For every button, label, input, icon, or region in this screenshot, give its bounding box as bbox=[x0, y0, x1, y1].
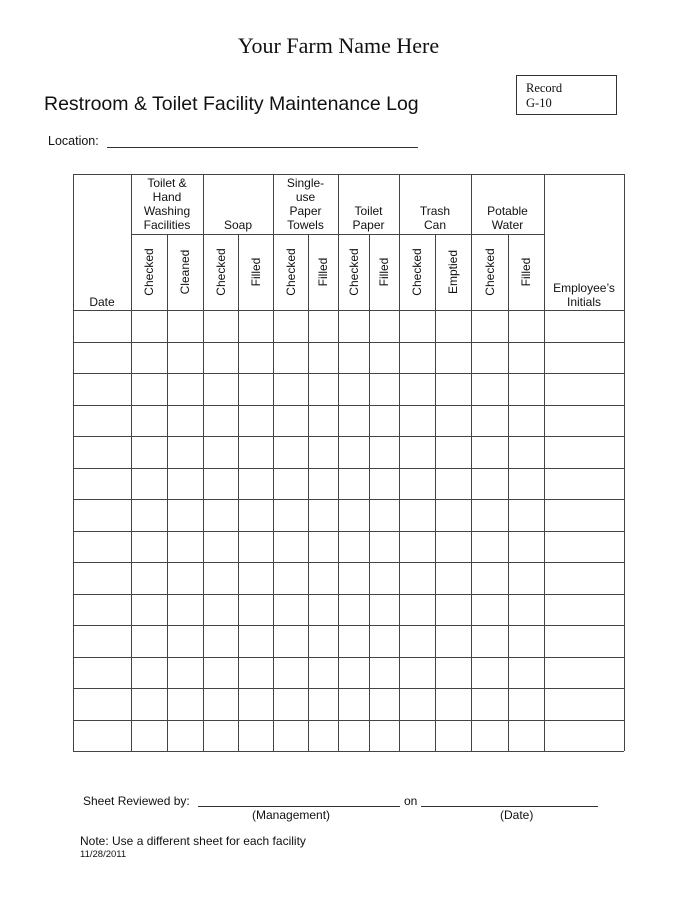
sub-header: Checked bbox=[142, 248, 156, 296]
table-cell[interactable] bbox=[168, 563, 203, 594]
table-cell[interactable] bbox=[74, 437, 131, 468]
table-cell[interactable] bbox=[370, 500, 399, 531]
table-cell[interactable] bbox=[472, 469, 508, 500]
location-label: Location: bbox=[48, 134, 99, 148]
table-cell[interactable] bbox=[339, 500, 369, 531]
table-cell[interactable] bbox=[545, 343, 624, 374]
table-cell[interactable] bbox=[239, 374, 273, 405]
table-cell[interactable] bbox=[370, 658, 399, 689]
table-cell[interactable] bbox=[545, 689, 624, 720]
table-cell[interactable] bbox=[132, 469, 167, 500]
table-cell[interactable] bbox=[239, 721, 273, 752]
sub-header: Emptied bbox=[446, 249, 460, 295]
table-cell[interactable] bbox=[274, 689, 308, 720]
table-cell[interactable] bbox=[370, 563, 399, 594]
table-cell[interactable] bbox=[132, 343, 167, 374]
table-cell[interactable] bbox=[370, 311, 399, 342]
table-cell[interactable] bbox=[400, 658, 435, 689]
table-cell[interactable] bbox=[400, 500, 435, 531]
table-cell[interactable] bbox=[472, 626, 508, 657]
table-cell[interactable] bbox=[74, 469, 131, 500]
table-cell[interactable] bbox=[400, 343, 435, 374]
table-cell[interactable] bbox=[204, 689, 238, 720]
table-cell[interactable] bbox=[168, 343, 203, 374]
group-header-line: Towels bbox=[287, 218, 324, 232]
table-cell[interactable] bbox=[509, 532, 544, 563]
table-cell[interactable] bbox=[274, 406, 308, 437]
management-signature-field[interactable] bbox=[198, 806, 400, 807]
table-cell[interactable] bbox=[204, 437, 238, 468]
table-cell[interactable] bbox=[370, 721, 399, 752]
table-cell[interactable] bbox=[132, 595, 167, 626]
table-cell[interactable] bbox=[274, 469, 308, 500]
table-cell[interactable] bbox=[545, 500, 624, 531]
sub-header: Checked bbox=[213, 248, 228, 296]
table-cell[interactable] bbox=[132, 374, 167, 405]
table-cell[interactable] bbox=[274, 532, 308, 563]
group-header-line: Toilet bbox=[354, 204, 383, 218]
table-cell[interactable] bbox=[74, 311, 131, 342]
record-label: Record bbox=[526, 81, 563, 95]
table-cell[interactable] bbox=[204, 406, 238, 437]
table-cell[interactable] bbox=[204, 343, 238, 374]
table-cell[interactable] bbox=[370, 626, 399, 657]
table-cell[interactable] bbox=[545, 721, 624, 752]
table-cell[interactable] bbox=[509, 626, 544, 657]
table-cell[interactable] bbox=[509, 343, 544, 374]
table-cell[interactable] bbox=[472, 532, 508, 563]
table-cell[interactable] bbox=[74, 563, 131, 594]
table-cell[interactable] bbox=[509, 721, 544, 752]
table-cell[interactable] bbox=[400, 469, 435, 500]
table-cell[interactable] bbox=[436, 374, 471, 405]
table-cell[interactable] bbox=[132, 689, 167, 720]
table-cell[interactable] bbox=[509, 595, 544, 626]
record-code: G-10 bbox=[526, 96, 552, 110]
table-cell[interactable] bbox=[168, 532, 203, 563]
table-cell[interactable] bbox=[168, 626, 203, 657]
table-cell[interactable] bbox=[436, 437, 471, 468]
table-cell[interactable] bbox=[545, 406, 624, 437]
table-cell[interactable] bbox=[168, 311, 203, 342]
table-cell[interactable] bbox=[545, 595, 624, 626]
table-cell[interactable] bbox=[339, 563, 369, 594]
table-cell[interactable] bbox=[132, 532, 167, 563]
reviewed-by-label: Sheet Reviewed by: bbox=[83, 794, 190, 808]
group-header-line: Trash bbox=[419, 204, 451, 218]
group-header-line: Soap bbox=[223, 218, 253, 232]
table-cell[interactable] bbox=[339, 626, 369, 657]
table-cell[interactable] bbox=[370, 343, 399, 374]
table-cell[interactable] bbox=[472, 500, 508, 531]
table-cell[interactable] bbox=[204, 469, 238, 500]
sub-header: Cleaned bbox=[178, 249, 192, 295]
table-cell[interactable] bbox=[204, 374, 238, 405]
table-cell[interactable] bbox=[239, 406, 273, 437]
table-cell[interactable] bbox=[472, 721, 508, 752]
table-cell[interactable] bbox=[74, 626, 131, 657]
group-header-line: Paper bbox=[352, 218, 385, 232]
table-cell[interactable] bbox=[339, 437, 369, 468]
table-cell[interactable] bbox=[436, 563, 471, 594]
table-cell[interactable] bbox=[309, 658, 338, 689]
table-cell[interactable] bbox=[400, 721, 435, 752]
table-cell[interactable] bbox=[239, 658, 273, 689]
table-cell[interactable] bbox=[339, 532, 369, 563]
on-label: on bbox=[404, 794, 418, 808]
table-cell[interactable] bbox=[472, 311, 508, 342]
table-cell[interactable] bbox=[74, 658, 131, 689]
table-cell[interactable] bbox=[339, 343, 369, 374]
table-cell[interactable] bbox=[509, 658, 544, 689]
group-header-line: Water bbox=[491, 218, 524, 232]
record-box bbox=[516, 75, 617, 115]
sub-header: Filled bbox=[519, 257, 533, 287]
table-cell[interactable] bbox=[472, 689, 508, 720]
table-cell[interactable] bbox=[239, 532, 273, 563]
table-cell[interactable] bbox=[204, 532, 238, 563]
table-cell[interactable] bbox=[74, 500, 131, 531]
table-cell[interactable] bbox=[339, 406, 369, 437]
group-header-line: Toilet & bbox=[147, 176, 187, 190]
table-cell[interactable] bbox=[132, 500, 167, 531]
table-cell[interactable] bbox=[74, 343, 131, 374]
table-cell[interactable] bbox=[132, 311, 167, 342]
table-cell[interactable] bbox=[309, 689, 338, 720]
table-cell[interactable] bbox=[274, 658, 308, 689]
table-cell[interactable] bbox=[74, 532, 131, 563]
group-header-line: Potable bbox=[487, 204, 528, 218]
table-cell[interactable] bbox=[339, 469, 369, 500]
table-cell[interactable] bbox=[239, 563, 273, 594]
table-cell[interactable] bbox=[204, 626, 238, 657]
table-cell[interactable] bbox=[239, 437, 273, 468]
table-cell[interactable] bbox=[339, 721, 369, 752]
sub-header: Filled bbox=[248, 257, 263, 287]
table-cell[interactable] bbox=[274, 437, 308, 468]
table-cell[interactable] bbox=[239, 469, 273, 500]
table-cell[interactable] bbox=[370, 437, 399, 468]
table-cell[interactable] bbox=[436, 595, 471, 626]
table-cell[interactable] bbox=[400, 311, 435, 342]
date-caption: (Date) bbox=[500, 808, 534, 822]
farm-name-title: Your Farm Name Here bbox=[237, 33, 440, 58]
table-cell[interactable] bbox=[204, 500, 238, 531]
table-cell[interactable] bbox=[74, 374, 131, 405]
table-cell[interactable] bbox=[239, 311, 273, 342]
table-cell[interactable] bbox=[168, 658, 203, 689]
table-cell[interactable] bbox=[509, 374, 544, 405]
table-cell[interactable] bbox=[545, 563, 624, 594]
table-cell[interactable] bbox=[309, 532, 338, 563]
table-cell[interactable] bbox=[436, 626, 471, 657]
table-cell[interactable] bbox=[74, 721, 131, 752]
table-cell[interactable] bbox=[204, 721, 238, 752]
table-cell[interactable] bbox=[309, 595, 338, 626]
group-header-line: Can bbox=[423, 218, 446, 232]
table-cell[interactable] bbox=[370, 374, 399, 405]
table-cell[interactable] bbox=[274, 626, 308, 657]
sub-header: Checked bbox=[283, 248, 298, 296]
table-cell[interactable] bbox=[509, 406, 544, 437]
table-cell[interactable] bbox=[436, 469, 471, 500]
table-cell[interactable] bbox=[472, 406, 508, 437]
table-cell[interactable] bbox=[509, 563, 544, 594]
group-header-3 bbox=[338, 204, 399, 232]
table-cell[interactable] bbox=[204, 658, 238, 689]
table-cell[interactable] bbox=[370, 595, 399, 626]
group-header-line: use bbox=[295, 190, 316, 204]
sub-header: Filled bbox=[316, 257, 330, 287]
table-cell[interactable] bbox=[400, 532, 435, 563]
table-cell[interactable] bbox=[339, 311, 369, 342]
table-cell[interactable] bbox=[370, 406, 399, 437]
table-cell[interactable] bbox=[545, 469, 624, 500]
table-cell[interactable] bbox=[339, 595, 369, 626]
table-cell[interactable] bbox=[436, 689, 471, 720]
table-cell[interactable] bbox=[545, 626, 624, 657]
group-header-5 bbox=[471, 204, 544, 232]
group-header-line: Paper bbox=[289, 204, 322, 218]
revision-date: 11/28/2011 bbox=[80, 849, 127, 860]
sub-header: Checked bbox=[482, 248, 497, 296]
table-cell[interactable] bbox=[472, 563, 508, 594]
table-cell[interactable] bbox=[400, 595, 435, 626]
table-cell[interactable] bbox=[339, 374, 369, 405]
table-cell[interactable] bbox=[132, 437, 167, 468]
table-cell[interactable] bbox=[309, 500, 338, 531]
group-header-0 bbox=[131, 176, 203, 232]
group-header-line: Washing bbox=[143, 204, 191, 218]
table-cell[interactable] bbox=[545, 532, 624, 563]
table-cell[interactable] bbox=[274, 311, 308, 342]
table-cell[interactable] bbox=[168, 721, 203, 752]
table-cell[interactable] bbox=[472, 595, 508, 626]
table-cell[interactable] bbox=[168, 689, 203, 720]
table-cell[interactable] bbox=[274, 343, 308, 374]
table-cell[interactable] bbox=[168, 469, 203, 500]
table-cell[interactable] bbox=[509, 500, 544, 531]
table-cell[interactable] bbox=[239, 626, 273, 657]
table-cell[interactable] bbox=[545, 437, 624, 468]
table-cell[interactable] bbox=[74, 689, 131, 720]
table-cell[interactable] bbox=[436, 532, 471, 563]
table-cell[interactable] bbox=[132, 626, 167, 657]
table-cell[interactable] bbox=[509, 437, 544, 468]
table-cell[interactable] bbox=[239, 500, 273, 531]
table-cell[interactable] bbox=[74, 406, 131, 437]
table-cell[interactable] bbox=[436, 658, 471, 689]
table-cell[interactable] bbox=[74, 595, 131, 626]
table-cell[interactable] bbox=[309, 469, 338, 500]
table-cell[interactable] bbox=[400, 689, 435, 720]
column-divider bbox=[624, 174, 625, 751]
table-cell[interactable] bbox=[436, 406, 471, 437]
table-cell[interactable] bbox=[274, 374, 308, 405]
table-cell[interactable] bbox=[370, 689, 399, 720]
table-cell[interactable] bbox=[274, 721, 308, 752]
table-cell[interactable] bbox=[309, 374, 338, 405]
table-cell[interactable] bbox=[168, 406, 203, 437]
table-cell[interactable] bbox=[370, 532, 399, 563]
table-cell[interactable] bbox=[436, 343, 471, 374]
table-cell[interactable] bbox=[472, 374, 508, 405]
table-cell[interactable] bbox=[309, 343, 338, 374]
table-cell[interactable] bbox=[274, 500, 308, 531]
review-date-field[interactable] bbox=[421, 806, 598, 807]
date-header: Date bbox=[89, 295, 115, 309]
table-cell[interactable] bbox=[436, 311, 471, 342]
facility-note: Note: Use a different sheet for each facility bbox=[80, 834, 306, 848]
management-caption: (Management) bbox=[252, 808, 331, 822]
initials-header-line1: Employee’s bbox=[553, 281, 615, 295]
table-cell[interactable] bbox=[204, 563, 238, 594]
table-cell[interactable] bbox=[509, 469, 544, 500]
table-cell[interactable] bbox=[545, 658, 624, 689]
table-cell[interactable] bbox=[309, 406, 338, 437]
group-header-4 bbox=[399, 204, 471, 232]
table-cell[interactable] bbox=[509, 311, 544, 342]
sub-header: Checked bbox=[410, 248, 424, 296]
table-cell[interactable] bbox=[472, 437, 508, 468]
table-cell[interactable] bbox=[309, 626, 338, 657]
table-cell[interactable] bbox=[545, 374, 624, 405]
table-cell[interactable] bbox=[274, 595, 308, 626]
table-cell[interactable] bbox=[132, 406, 167, 437]
location-field[interactable] bbox=[107, 147, 418, 148]
table-cell[interactable] bbox=[472, 343, 508, 374]
initials-header bbox=[544, 281, 624, 309]
table-cell[interactable] bbox=[132, 658, 167, 689]
table-cell[interactable] bbox=[400, 563, 435, 594]
table-cell[interactable] bbox=[239, 343, 273, 374]
table-cell[interactable] bbox=[400, 626, 435, 657]
table-cell[interactable] bbox=[339, 689, 369, 720]
table-cell[interactable] bbox=[370, 469, 399, 500]
group-header-2 bbox=[273, 176, 338, 232]
group-header-line: Hand bbox=[152, 190, 182, 204]
table-cell[interactable] bbox=[168, 437, 203, 468]
table-cell[interactable] bbox=[274, 563, 308, 594]
table-cell[interactable] bbox=[132, 721, 167, 752]
table-cell[interactable] bbox=[400, 374, 435, 405]
table-cell[interactable] bbox=[239, 689, 273, 720]
table-cell[interactable] bbox=[472, 658, 508, 689]
table-cell[interactable] bbox=[132, 563, 167, 594]
group-header-1 bbox=[203, 218, 273, 232]
table-cell[interactable] bbox=[400, 406, 435, 437]
sub-header: Checked bbox=[346, 248, 361, 296]
table-cell[interactable] bbox=[168, 595, 203, 626]
table-cell[interactable] bbox=[168, 500, 203, 531]
table-cell[interactable] bbox=[545, 311, 624, 342]
group-header-line: Facilities bbox=[143, 218, 191, 232]
table-cell[interactable] bbox=[309, 563, 338, 594]
table-cell[interactable] bbox=[436, 721, 471, 752]
table-cell[interactable] bbox=[168, 374, 203, 405]
table-cell[interactable] bbox=[339, 658, 369, 689]
table-cell[interactable] bbox=[204, 595, 238, 626]
table-cell[interactable] bbox=[400, 437, 435, 468]
table-cell[interactable] bbox=[204, 311, 238, 342]
table-cell[interactable] bbox=[309, 721, 338, 752]
table-cell[interactable] bbox=[309, 311, 338, 342]
sub-header: Filled bbox=[377, 257, 391, 287]
table-cell[interactable] bbox=[239, 595, 273, 626]
table-cell[interactable] bbox=[509, 689, 544, 720]
log-title: Restroom & Toilet Facility Maintenance Log bbox=[44, 93, 419, 115]
initials-header-line2: Initials bbox=[566, 295, 601, 309]
table-cell[interactable] bbox=[436, 500, 471, 531]
table-border-top bbox=[73, 174, 624, 175]
table-cell[interactable] bbox=[309, 437, 338, 468]
group-header-line: Single- bbox=[286, 176, 325, 190]
